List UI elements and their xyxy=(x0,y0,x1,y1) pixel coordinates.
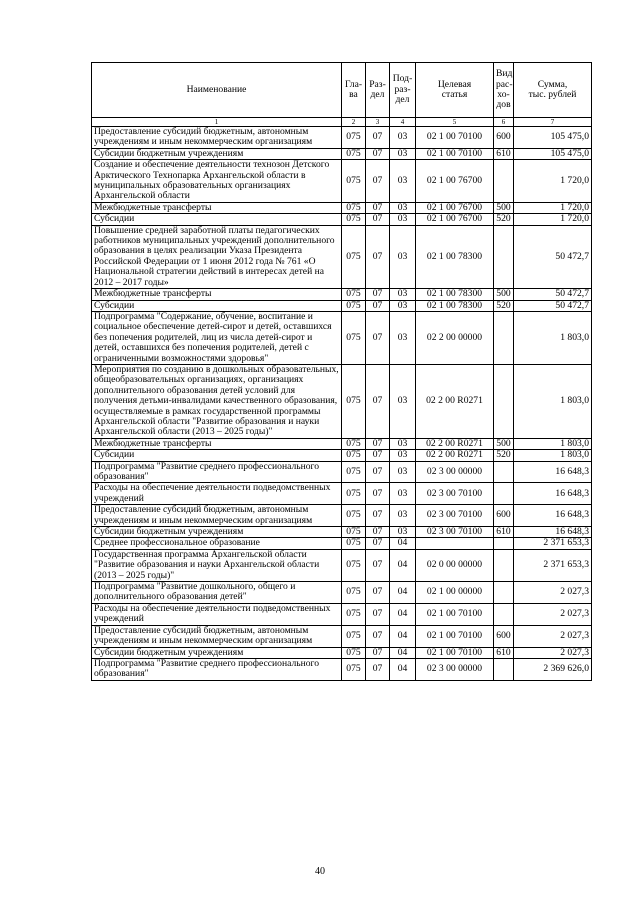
row-name-cell: Расходы на обеспечение деятельности подведомственных учреждений xyxy=(92,483,342,505)
row-name-cell: Предоставление субсидий бюджетным, автономным учреждениям и иным некоммерческим организациям xyxy=(92,505,342,527)
row-podrazdel-cell: 04 xyxy=(390,658,416,680)
column-number: 2 xyxy=(342,118,366,127)
row-glava-cell: 075 xyxy=(342,538,366,549)
row-expense-type-cell xyxy=(494,603,514,625)
table-row xyxy=(92,311,592,364)
row-target-article-cell: 02 2 00 R0271 xyxy=(416,438,494,449)
row-sum-cell: 50 472,7 xyxy=(514,225,592,288)
table-row xyxy=(92,214,592,225)
row-razdel-cell: 07 xyxy=(366,225,390,288)
row-podrazdel-cell: 03 xyxy=(390,483,416,505)
row-podrazdel-cell: 04 xyxy=(390,647,416,658)
row-expense-type-cell xyxy=(494,160,514,203)
row-target-article-cell: 02 1 00 70100 xyxy=(416,603,494,625)
row-razdel-cell: 07 xyxy=(366,538,390,549)
row-name-cell: Подпрограмма "Развитие дошкольного, общего и дополнительного образования детей" xyxy=(92,582,342,604)
row-podrazdel-cell: 04 xyxy=(390,582,416,604)
table-row xyxy=(92,582,592,604)
row-razdel-cell: 07 xyxy=(366,202,390,213)
row-glava-cell: 075 xyxy=(342,505,366,527)
row-podrazdel-cell: 03 xyxy=(390,438,416,449)
row-razdel-cell: 07 xyxy=(366,483,390,505)
header-podrazdel: Под- раз- дел xyxy=(390,63,416,118)
row-name-cell: Межбюджетные трансферты xyxy=(92,289,342,300)
row-target-article-cell xyxy=(416,538,494,549)
row-glava-cell: 075 xyxy=(342,160,366,203)
row-name-cell: Расходы на обеспечение деятельности подведомственных учреждений xyxy=(92,603,342,625)
row-target-article-cell: 02 1 00 70100 xyxy=(416,625,494,647)
row-name-cell: Подпрограмма "Развитие среднего профессионального образования" xyxy=(92,658,342,680)
row-expense-type-cell: 610 xyxy=(494,647,514,658)
row-name-cell: Предоставление субсидий бюджетным, автономным учреждениям и иным некоммерческим организациям xyxy=(92,625,342,647)
row-name-cell: Повышение средней заработной платы педагогических работников муниципальных учреждений дополнительного образования в целях реализации Указа Президента Российской Федерации от 1 июня 2012 года № 761 «О Национальной стратегии действий в интересах детей на 2012 – 2017 годы» xyxy=(92,225,342,288)
row-expense-type-cell xyxy=(494,364,514,438)
row-expense-type-cell xyxy=(494,461,514,483)
row-sum-cell: 1 720,0 xyxy=(514,202,592,213)
row-expense-type-cell: 500 xyxy=(494,438,514,449)
row-name-cell: Субсидии бюджетным учреждениям xyxy=(92,148,342,159)
row-sum-cell: 1 803,0 xyxy=(514,438,592,449)
row-podrazdel-cell: 03 xyxy=(390,148,416,159)
row-name-cell: Межбюджетные трансферты xyxy=(92,202,342,213)
table-row xyxy=(92,647,592,658)
row-expense-type-cell: 600 xyxy=(494,127,514,149)
row-podrazdel-cell: 03 xyxy=(390,202,416,213)
table-row xyxy=(92,438,592,449)
header-name: Наименование xyxy=(92,63,342,118)
table-row xyxy=(92,603,592,625)
row-sum-cell: 1 803,0 xyxy=(514,450,592,461)
row-expense-type-cell: 520 xyxy=(494,450,514,461)
row-name-cell: Межбюджетные трансферты xyxy=(92,438,342,449)
table-row xyxy=(92,658,592,680)
row-expense-type-cell: 520 xyxy=(494,214,514,225)
column-number: 7 xyxy=(514,118,592,127)
row-razdel-cell: 07 xyxy=(366,127,390,149)
row-sum-cell: 2 369 626,0 xyxy=(514,658,592,680)
header-sum: Сумма, тыс. рублей xyxy=(514,63,592,118)
row-razdel-cell: 07 xyxy=(366,549,390,581)
row-target-article-cell: 02 1 00 00000 xyxy=(416,582,494,604)
row-glava-cell: 075 xyxy=(342,214,366,225)
row-podrazdel-cell: 03 xyxy=(390,527,416,538)
row-glava-cell: 075 xyxy=(342,582,366,604)
row-expense-type-cell: 500 xyxy=(494,202,514,213)
row-podrazdel-cell: 04 xyxy=(390,549,416,581)
table-row xyxy=(92,483,592,505)
row-name-cell: Предоставление субсидий бюджетным, автономным учреждениям и иным некоммерческим организациям xyxy=(92,127,342,149)
page-number: 40 xyxy=(315,866,325,877)
row-razdel-cell: 07 xyxy=(366,148,390,159)
row-podrazdel-cell: 03 xyxy=(390,461,416,483)
row-razdel-cell: 07 xyxy=(366,625,390,647)
row-target-article-cell: 02 1 00 70100 xyxy=(416,148,494,159)
row-glava-cell: 075 xyxy=(342,625,366,647)
row-name-cell: Государственная программа Архангельской области "Развитие образования и науки Архангельской области (2013 – 2025 годы)" xyxy=(92,549,342,581)
table-row xyxy=(92,300,592,311)
row-podrazdel-cell: 03 xyxy=(390,450,416,461)
row-podrazdel-cell: 03 xyxy=(390,300,416,311)
row-expense-type-cell: 600 xyxy=(494,505,514,527)
row-glava-cell: 075 xyxy=(342,202,366,213)
table-row xyxy=(92,549,592,581)
row-expense-type-cell: 610 xyxy=(494,527,514,538)
row-expense-type-cell xyxy=(494,225,514,288)
row-sum-cell: 50 472,7 xyxy=(514,289,592,300)
row-target-article-cell: 02 3 00 70100 xyxy=(416,483,494,505)
column-number: 5 xyxy=(416,118,494,127)
column-number: 4 xyxy=(390,118,416,127)
row-expense-type-cell: 520 xyxy=(494,300,514,311)
row-glava-cell: 075 xyxy=(342,148,366,159)
row-sum-cell: 1 803,0 xyxy=(514,311,592,364)
row-glava-cell: 075 xyxy=(342,647,366,658)
row-glava-cell: 075 xyxy=(342,603,366,625)
row-razdel-cell: 07 xyxy=(366,647,390,658)
header-expense-type: Вид рас- хо- дов xyxy=(494,63,514,118)
row-razdel-cell: 07 xyxy=(366,527,390,538)
row-sum-cell: 1 720,0 xyxy=(514,160,592,203)
row-glava-cell: 075 xyxy=(342,527,366,538)
row-name-cell: Субсидии бюджетным учреждениям xyxy=(92,647,342,658)
row-razdel-cell: 07 xyxy=(366,658,390,680)
row-razdel-cell: 07 xyxy=(366,364,390,438)
header-glava: Гла- ва xyxy=(342,63,366,118)
row-podrazdel-cell: 03 xyxy=(390,214,416,225)
row-podrazdel-cell: 04 xyxy=(390,538,416,549)
row-sum-cell: 2 371 653,3 xyxy=(514,538,592,549)
table-row xyxy=(92,127,592,149)
row-podrazdel-cell: 03 xyxy=(390,289,416,300)
row-name-cell: Субсидии бюджетным учреждениям xyxy=(92,527,342,538)
row-podrazdel-cell: 03 xyxy=(390,127,416,149)
table-row xyxy=(92,160,592,203)
row-razdel-cell: 07 xyxy=(366,214,390,225)
table-row xyxy=(92,289,592,300)
table-row xyxy=(92,450,592,461)
header-razdel: Раз- дел xyxy=(366,63,390,118)
row-podrazdel-cell: 03 xyxy=(390,225,416,288)
row-podrazdel-cell: 03 xyxy=(390,311,416,364)
row-glava-cell: 075 xyxy=(342,127,366,149)
row-razdel-cell: 07 xyxy=(366,461,390,483)
row-expense-type-cell: 500 xyxy=(494,289,514,300)
row-sum-cell: 16 648,3 xyxy=(514,483,592,505)
table-row xyxy=(92,225,592,288)
row-sum-cell: 1 720,0 xyxy=(514,214,592,225)
row-target-article-cell: 02 1 00 70100 xyxy=(416,127,494,149)
row-name-cell: Субсидии xyxy=(92,214,342,225)
row-sum-cell: 2 027,3 xyxy=(514,647,592,658)
row-target-article-cell: 02 3 00 70100 xyxy=(416,505,494,527)
row-target-article-cell: 02 0 00 00000 xyxy=(416,549,494,581)
row-target-article-cell: 02 1 00 70100 xyxy=(416,647,494,658)
table-row xyxy=(92,505,592,527)
row-target-article-cell: 02 1 00 78300 xyxy=(416,225,494,288)
row-glava-cell: 075 xyxy=(342,438,366,449)
row-expense-type-cell: 600 xyxy=(494,625,514,647)
row-glava-cell: 075 xyxy=(342,450,366,461)
row-glava-cell: 075 xyxy=(342,483,366,505)
row-podrazdel-cell: 03 xyxy=(390,160,416,203)
row-target-article-cell: 02 1 00 76700 xyxy=(416,160,494,203)
row-razdel-cell: 07 xyxy=(366,289,390,300)
column-number: 3 xyxy=(366,118,390,127)
row-podrazdel-cell: 03 xyxy=(390,364,416,438)
budget-table xyxy=(91,62,592,681)
row-glava-cell: 075 xyxy=(342,311,366,364)
row-sum-cell: 105 475,0 xyxy=(514,148,592,159)
row-name-cell: Среднее профессиональное образование xyxy=(92,538,342,549)
row-sum-cell: 16 648,3 xyxy=(514,505,592,527)
table-row xyxy=(92,202,592,213)
header-row xyxy=(92,63,592,118)
row-name-cell: Подпрограмма "Развитие среднего профессионального образования" xyxy=(92,461,342,483)
row-expense-type-cell xyxy=(494,549,514,581)
column-number: 1 xyxy=(92,118,342,127)
column-number: 6 xyxy=(494,118,514,127)
row-razdel-cell: 07 xyxy=(366,450,390,461)
header-target-article: Целевая статья xyxy=(416,63,494,118)
row-razdel-cell: 07 xyxy=(366,300,390,311)
table-row xyxy=(92,148,592,159)
table-row xyxy=(92,461,592,483)
row-razdel-cell: 07 xyxy=(366,582,390,604)
row-target-article-cell: 02 3 00 00000 xyxy=(416,461,494,483)
row-sum-cell: 105 475,0 xyxy=(514,127,592,149)
row-podrazdel-cell: 04 xyxy=(390,625,416,647)
table-row xyxy=(92,625,592,647)
row-razdel-cell: 07 xyxy=(366,603,390,625)
row-name-cell: Создание и обеспечение деятельности технозон Детского Арктического Технопарка Архангельской области в муниципальных образовательных организациях Архангельской области xyxy=(92,160,342,203)
row-target-article-cell: 02 3 00 70100 xyxy=(416,527,494,538)
row-sum-cell: 2 027,3 xyxy=(514,603,592,625)
row-sum-cell: 2 027,3 xyxy=(514,625,592,647)
row-glava-cell: 075 xyxy=(342,300,366,311)
row-target-article-cell: 02 1 00 78300 xyxy=(416,289,494,300)
row-target-article-cell: 02 1 00 76700 xyxy=(416,202,494,213)
row-target-article-cell: 02 2 00 00000 xyxy=(416,311,494,364)
row-name-cell: Субсидии xyxy=(92,450,342,461)
row-expense-type-cell xyxy=(494,483,514,505)
row-glava-cell: 075 xyxy=(342,225,366,288)
row-glava-cell: 075 xyxy=(342,461,366,483)
row-razdel-cell: 07 xyxy=(366,160,390,203)
row-target-article-cell: 02 2 00 R0271 xyxy=(416,450,494,461)
row-sum-cell: 1 803,0 xyxy=(514,364,592,438)
row-name-cell: Субсидии xyxy=(92,300,342,311)
row-glava-cell: 075 xyxy=(342,289,366,300)
row-name-cell: Подпрограмма "Содержание, обучение, воспитание и социальное обеспечение детей-сирот и детей, оставшихся без попечения родителей, лиц из числа детей-сирот и детей, оставшихся без попечения родителей, детей с ограниченными возможностями здоровья" xyxy=(92,311,342,364)
row-target-article-cell: 02 2 00 R0271 xyxy=(416,364,494,438)
row-expense-type-cell: 610 xyxy=(494,148,514,159)
row-razdel-cell: 07 xyxy=(366,505,390,527)
row-sum-cell: 16 648,3 xyxy=(514,461,592,483)
row-expense-type-cell xyxy=(494,658,514,680)
row-sum-cell: 16 648,3 xyxy=(514,527,592,538)
row-target-article-cell: 02 3 00 00000 xyxy=(416,658,494,680)
row-podrazdel-cell: 03 xyxy=(390,505,416,527)
row-expense-type-cell xyxy=(494,538,514,549)
row-sum-cell: 2 371 653,3 xyxy=(514,549,592,581)
row-expense-type-cell xyxy=(494,582,514,604)
row-glava-cell: 075 xyxy=(342,549,366,581)
row-podrazdel-cell: 04 xyxy=(390,603,416,625)
row-sum-cell: 2 027,3 xyxy=(514,582,592,604)
row-glava-cell: 075 xyxy=(342,364,366,438)
row-name-cell: Мероприятия по созданию в дошкольных образовательных, общеобразовательных организациях, организациях дополнительного образования детей условий для получения детьми-инвалидами качественного образования, осуществляемые в рамках государственной программы Архангельской области "Развитие образования и науки Архангельской области (2013 – 2025 годы)" xyxy=(92,364,342,438)
row-razdel-cell: 07 xyxy=(366,438,390,449)
row-expense-type-cell xyxy=(494,311,514,364)
row-target-article-cell: 02 1 00 78300 xyxy=(416,300,494,311)
row-sum-cell: 50 472,7 xyxy=(514,300,592,311)
table-row xyxy=(92,364,592,438)
row-target-article-cell: 02 1 00 76700 xyxy=(416,214,494,225)
table-row xyxy=(92,527,592,538)
row-razdel-cell: 07 xyxy=(366,311,390,364)
table-row xyxy=(92,538,592,549)
row-glava-cell: 075 xyxy=(342,658,366,680)
